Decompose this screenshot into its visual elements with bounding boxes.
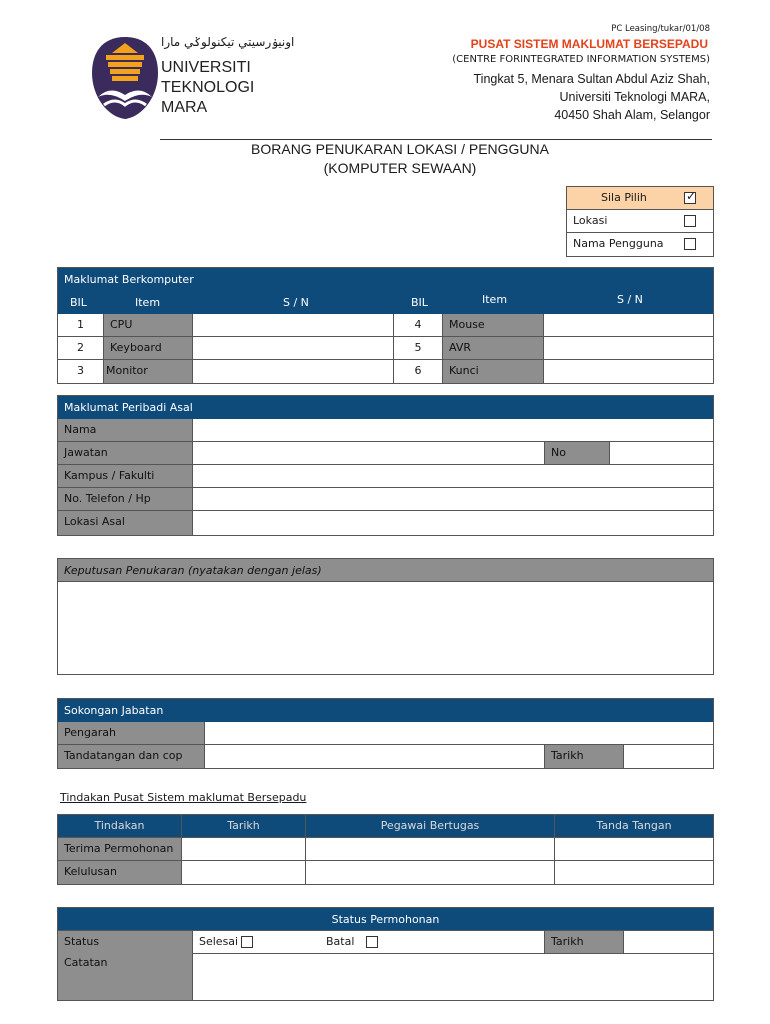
row1-item-2: Mouse bbox=[443, 314, 544, 337]
pengarah-field[interactable] bbox=[205, 722, 713, 745]
col-tindakan: Tindakan bbox=[58, 815, 182, 838]
label-tandatangan: Tandatangan dan cop bbox=[58, 745, 205, 768]
personal-info-title: Maklumat Peribadi Asal bbox=[58, 396, 713, 419]
status-table bbox=[57, 907, 714, 1001]
computer-info-header-row bbox=[58, 291, 713, 314]
terima-pegawai-field[interactable] bbox=[306, 838, 555, 861]
row3-bil-2: 6 bbox=[394, 360, 443, 383]
label-terima: Terima Permohonan bbox=[58, 838, 182, 861]
nama-pengguna-checkbox[interactable] bbox=[684, 238, 696, 250]
form-title-line-1: BORANG PENUKARAN LOKASI / PENGGUNA bbox=[251, 141, 549, 157]
option-nama-pengguna bbox=[567, 233, 713, 256]
batal-checkbox[interactable] bbox=[366, 936, 378, 948]
decision-textarea[interactable] bbox=[58, 582, 713, 674]
label-lokasi-asal: Lokasi Asal bbox=[58, 511, 193, 535]
lokasi-asal-field[interactable] bbox=[193, 511, 713, 535]
jawatan-field[interactable] bbox=[193, 442, 545, 465]
department-support-table bbox=[57, 698, 714, 769]
option-lokasi bbox=[567, 210, 713, 233]
row2-sn-field-2[interactable] bbox=[544, 337, 713, 360]
form-code: PC Leasing/tukar/01/08 bbox=[611, 24, 710, 34]
option-nama-pengguna-label: Nama Pengguna bbox=[573, 237, 664, 250]
address-block bbox=[420, 70, 710, 124]
col-tarikh: Tarikh bbox=[182, 815, 306, 838]
uni-line-3: MARA bbox=[161, 99, 208, 116]
university-name bbox=[161, 58, 254, 118]
action-table bbox=[57, 814, 714, 885]
personal-info-table bbox=[57, 395, 714, 536]
tandatangan-field[interactable] bbox=[205, 745, 545, 768]
status-title: Status Permohonan bbox=[58, 908, 713, 931]
uni-line-2: TEKNOLOGI bbox=[161, 79, 255, 96]
row3-item-2: Kunci bbox=[443, 360, 544, 383]
row3-sn-field-2[interactable] bbox=[544, 360, 713, 383]
label-kelulusan: Kelulusan bbox=[58, 861, 182, 884]
label-nama: Nama bbox=[58, 419, 193, 442]
row1-bil-2: 4 bbox=[394, 314, 443, 337]
kelulusan-tarikh-field[interactable] bbox=[182, 861, 306, 884]
label-batal: Batal bbox=[326, 935, 355, 948]
col-sn: S / N bbox=[283, 296, 309, 309]
computer-info-table bbox=[57, 267, 714, 384]
row1-bil: 1 bbox=[58, 314, 104, 337]
uni-line-1: UNIVERSITI bbox=[161, 59, 251, 76]
option-lokasi-label: Lokasi bbox=[573, 214, 608, 227]
row1-sn-field-2[interactable] bbox=[544, 314, 713, 337]
label-tarikh-sokongan: Tarikh bbox=[545, 745, 624, 768]
address-line-2: Universiti Teknologi MARA, bbox=[559, 90, 710, 104]
row3-bil: 3 bbox=[58, 360, 104, 383]
col-item-2: Item bbox=[482, 293, 508, 306]
centre-name: PUSAT SISTEM MAKLUMAT BERSEPADU bbox=[470, 37, 708, 51]
label-selesai: Selesai bbox=[199, 935, 239, 948]
decision-box bbox=[57, 558, 714, 675]
computer-info-title: Maklumat Berkomputer bbox=[58, 268, 713, 291]
tarikh-status-field[interactable] bbox=[624, 931, 713, 954]
kelulusan-tandatangan-field[interactable] bbox=[555, 861, 713, 884]
selection-header-label: Sila Pilih bbox=[601, 191, 647, 204]
col-sn-2: S / N bbox=[617, 293, 643, 306]
row3-item: Monitor bbox=[104, 360, 193, 383]
label-tarikh-status: Tarikh bbox=[545, 931, 624, 954]
status-options bbox=[193, 931, 545, 954]
tarikh-sokongan-field[interactable] bbox=[624, 745, 713, 768]
col-tandatangan: Tanda Tangan bbox=[555, 815, 713, 838]
nama-field[interactable] bbox=[193, 419, 713, 442]
form-title-line-2: (KOMPUTER SEWAAN) bbox=[323, 160, 477, 176]
row1-sn-field[interactable] bbox=[193, 314, 394, 337]
label-no-pekerja: No bbox=[545, 442, 610, 465]
row1-item: CPU bbox=[104, 314, 193, 337]
department-support-title: Sokongan Jabatan bbox=[58, 699, 713, 722]
label-pengarah: Pengarah bbox=[58, 722, 205, 745]
row2-item: Keyboard bbox=[104, 337, 193, 360]
checkmark-icon: ✓ bbox=[686, 189, 697, 203]
terima-tarikh-field[interactable] bbox=[182, 838, 306, 861]
label-kampus: Kampus / Fakulti bbox=[58, 465, 193, 488]
row2-item-2: AVR bbox=[443, 337, 544, 360]
decision-title: Keputusan Penukaran (nyatakan dengan jelas) bbox=[58, 559, 713, 582]
selesai-checkbox[interactable] bbox=[241, 936, 253, 948]
row2-sn-field[interactable] bbox=[193, 337, 394, 360]
catatan-field[interactable] bbox=[193, 954, 713, 1000]
selection-box bbox=[566, 186, 714, 257]
col-pegawai: Pegawai Bertugas bbox=[306, 815, 555, 838]
address-line-3: 40450 Shah Alam, Selangor bbox=[554, 108, 710, 122]
col-bil: BIL bbox=[70, 296, 87, 309]
address-line-1: Tingkat 5, Menara Sultan Abdul Aziz Shah, bbox=[473, 72, 710, 86]
label-telefon: No. Telefon / Hp bbox=[58, 488, 193, 511]
col-item: Item bbox=[135, 296, 161, 309]
lokasi-checkbox[interactable] bbox=[684, 215, 696, 227]
selection-header bbox=[567, 187, 713, 210]
header-checkbox bbox=[684, 189, 697, 204]
label-jawatan: Jawatan bbox=[58, 442, 193, 465]
label-catatan: Catatan bbox=[58, 954, 193, 1000]
action-heading: Tindakan Pusat Sistem maklumat Bersepadu bbox=[60, 791, 307, 804]
row3-sn-field[interactable] bbox=[193, 360, 394, 383]
no-pekerja-field[interactable] bbox=[610, 442, 713, 465]
telefon-field[interactable] bbox=[193, 488, 713, 511]
row2-bil: 2 bbox=[58, 337, 104, 360]
row2-bil-2: 5 bbox=[394, 337, 443, 360]
col-bil-2: BIL bbox=[411, 296, 428, 309]
uitm-logo bbox=[90, 35, 160, 120]
centre-english-name: (CENTRE FORINTEGRATED INFORMATION SYSTEMS) bbox=[452, 54, 710, 65]
label-status: Status bbox=[58, 931, 193, 954]
kampus-field[interactable] bbox=[193, 465, 713, 488]
jawi-text: اونيۏرسيتي تيکنولوݢي مارا bbox=[161, 35, 295, 49]
kelulusan-pegawai-field[interactable] bbox=[306, 861, 555, 884]
terima-tandatangan-field[interactable] bbox=[555, 838, 713, 861]
form-title bbox=[100, 140, 700, 178]
